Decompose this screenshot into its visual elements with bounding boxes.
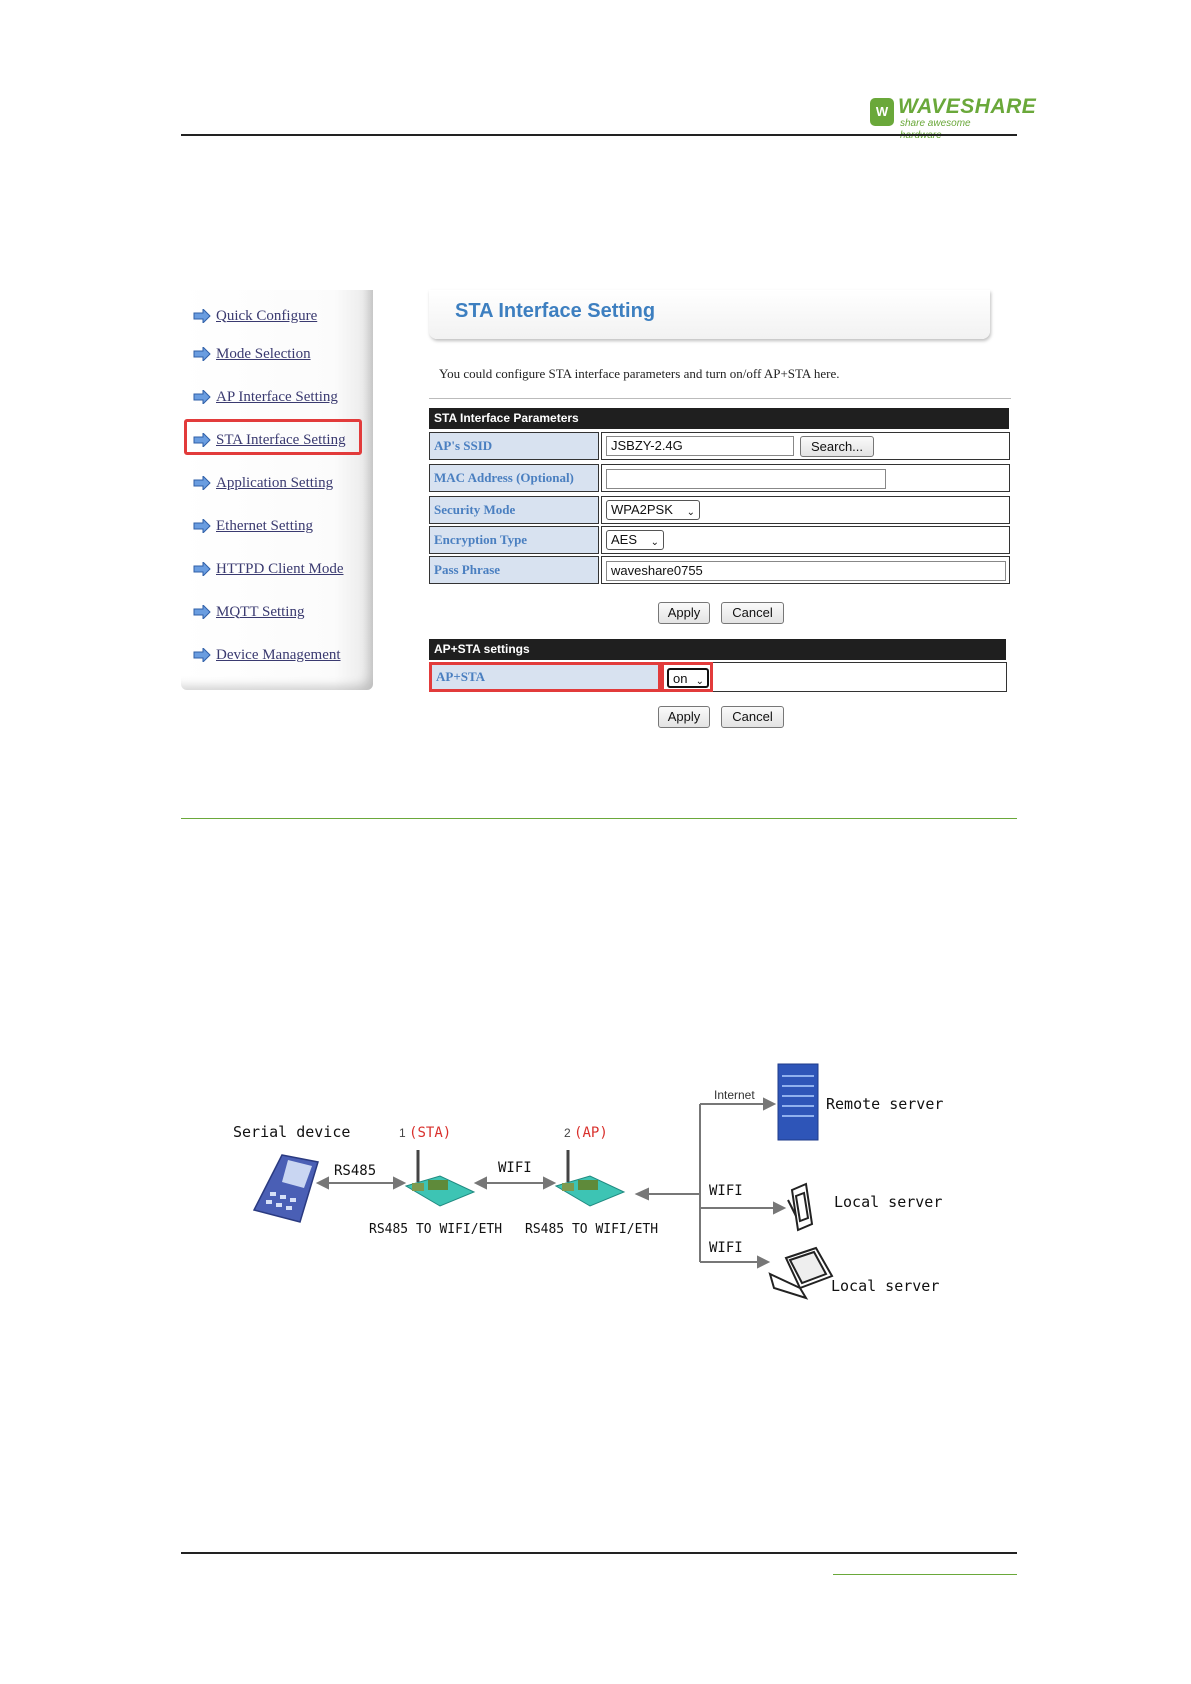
apsta-cancel-button[interactable]: Cancel — [721, 706, 784, 728]
sidebar-item-label: Quick Configure — [216, 307, 318, 324]
logo-badge: W — [870, 98, 894, 126]
wifi-link-label: WIFI — [498, 1160, 532, 1176]
remote-server-label: Remote server — [826, 1095, 944, 1113]
ssid-input[interactable]: JSBZY-2.4G — [606, 436, 794, 456]
apsta-header: AP+STA settings — [429, 639, 1006, 660]
apsta-label: AP+STA — [429, 662, 661, 692]
apply-button[interactable]: Apply — [658, 602, 710, 624]
passphrase-input[interactable]: waveshare0755 — [606, 561, 1006, 581]
module-1-icon — [406, 1150, 474, 1206]
sidebar-item-label: HTTPD Client Mode — [216, 560, 344, 577]
encryption-value: AES — [611, 532, 638, 547]
serial-device-icon — [254, 1155, 318, 1222]
node1-mode: (STA) — [409, 1125, 452, 1141]
security-label: Security Mode — [429, 496, 599, 524]
mobile-device-icon — [788, 1184, 812, 1230]
encryption-label: Encryption Type — [429, 526, 599, 554]
local-server-label-b: Local server — [831, 1277, 940, 1295]
module-2-icon — [556, 1150, 624, 1206]
panel-description: You could configure STA interface parameters and turn on/off AP+STA here. — [439, 366, 840, 381]
logo-wordmark: WAVESHARE — [898, 95, 1037, 118]
node2-mode: (AP) — [574, 1125, 608, 1141]
node1-label — [399, 1125, 451, 1141]
chevron-down-icon: ⌄ — [686, 507, 695, 518]
passphrase-label: Pass Phrase — [429, 556, 599, 584]
node2-number: 2 — [564, 1126, 571, 1140]
sidebar-item-label: Ethernet Setting — [216, 517, 314, 534]
security-value: WPA2PSK — [611, 502, 673, 517]
node2-label — [564, 1125, 608, 1141]
remote-server-icon — [778, 1064, 818, 1140]
serial-device-label: Serial device — [233, 1123, 351, 1141]
sta-params-header: STA Interface Parameters — [429, 408, 1009, 429]
apsta-value: on — [673, 671, 688, 686]
sidebar-item-label: AP Interface Setting — [216, 388, 338, 405]
sidebar-item-label: Mode Selection — [216, 345, 311, 362]
logo-tagline: share awesome — [900, 118, 971, 129]
local-server-label-a: Local server — [834, 1193, 943, 1211]
cancel-button[interactable]: Cancel — [721, 602, 784, 624]
ssid-label: AP's SSID — [429, 432, 599, 460]
search-button[interactable]: Search... — [800, 436, 874, 457]
sidebar-item-label: STA Interface Setting — [216, 431, 346, 448]
mac-label: MAC Address (Optional) — [429, 464, 599, 492]
footer-rule — [181, 1552, 1017, 1554]
rs485-label: RS485 — [334, 1163, 377, 1179]
wifi-label-a: WIFI — [709, 1183, 743, 1199]
wifi-label-b: WIFI — [709, 1240, 743, 1256]
node1-number: 1 — [399, 1126, 406, 1140]
laptop-icon — [770, 1248, 832, 1298]
sidebar-item-label: Device Management — [216, 646, 341, 663]
page-title: STA Interface Setting — [455, 300, 656, 322]
sidebar-item-label: Application Setting — [216, 474, 334, 491]
node2-caption: RS485 TO WIFI/ETH — [525, 1222, 659, 1237]
sidebar-item-label: MQTT Setting — [216, 603, 305, 620]
footer-accent-rule — [833, 1574, 1017, 1575]
internet-label: Internet — [714, 1088, 755, 1102]
chevron-down-icon: ⌄ — [695, 676, 704, 687]
chevron-down-icon: ⌄ — [650, 537, 659, 548]
node1-caption: RS485 TO WIFI/ETH — [369, 1222, 503, 1237]
apsta-apply-button[interactable]: Apply — [658, 706, 710, 728]
